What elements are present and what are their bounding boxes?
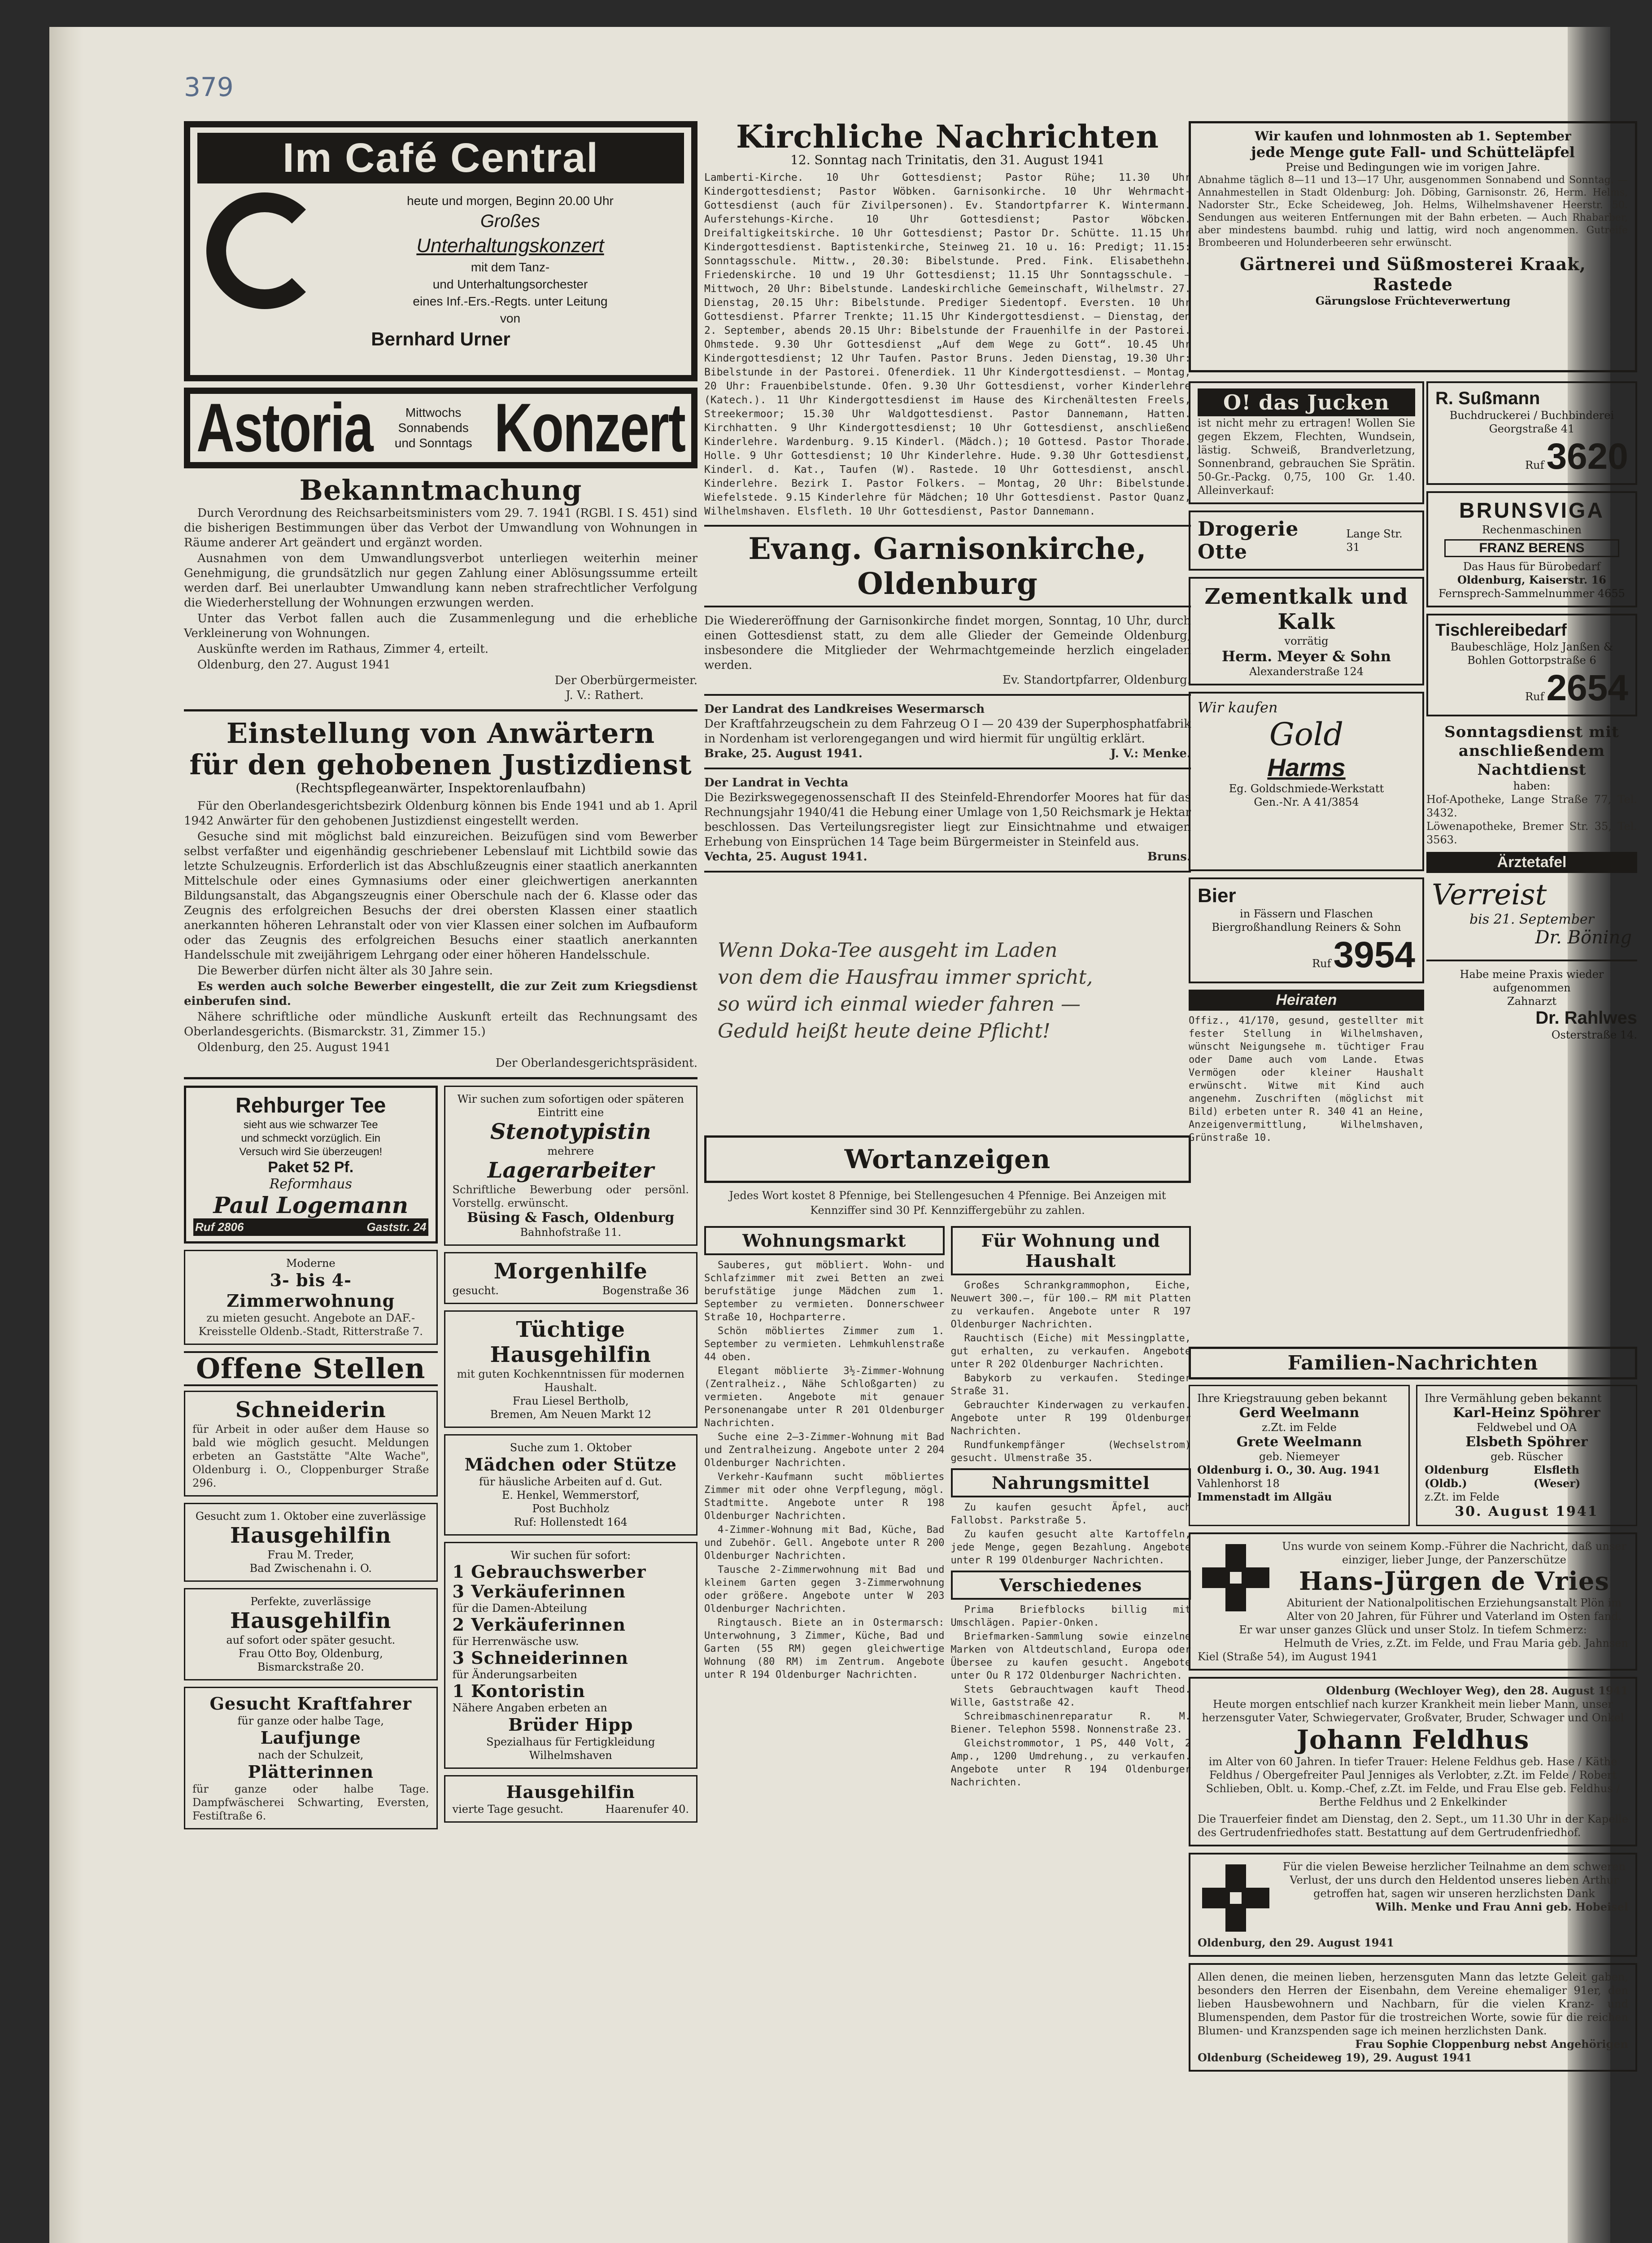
astoria-name: Astoria [196, 389, 373, 467]
astoria-ad [184, 388, 697, 468]
ad-title: Mädchen oder Stütze [464, 1454, 677, 1475]
notice-date: Oldenburg (Wechloyer Weg), den 28. August 1941 [1326, 1684, 1628, 1697]
classified-item: Tausche 2-Zimmerwohnung mit Bad und kleinem Garten gegen 3-Zimmerwohnung oder größere. Angebote unter W 203 Oldenburger Nachrichten. [704, 1564, 945, 1615]
ad-title: 3- bis 4-Zimmerwohnung [227, 1270, 395, 1311]
ad-title: Rehburger Tee [235, 1094, 386, 1117]
classified-item: Babykorb zu verkaufen. Stedinger Straße 31. [950, 1373, 1191, 1397]
classified-item: Rauchtisch (Eiche) mit Messingplatte, gut erhalten, zu verkaufen. Angebote unter R 202 Oldenburger Nachrichten. [950, 1333, 1191, 1370]
ad-firm: Herm. Meyer & Sohn [1221, 648, 1391, 665]
right-subcolumn-a [1189, 381, 1424, 1144]
ad-line: Eg. Goldschmiede-Werkstatt [1229, 782, 1384, 795]
garnisonkirche-body: Die Wiedereröffnung der Garnisonkirche findet morgen, Sonntag, 10 Uhr, durch einen Gottesdienst statt, zu dem alle Glieder der Gemeinde Oldenburg, insbesondere die Mitglieder der Wehrmachtgemeinde herzlich eingeladen werden. [704, 614, 1191, 672]
classified-item: Rundfunkempfänger (Wechselstrom) gesucht. Ulmenstraße 35. [950, 1440, 1191, 1464]
landrat-body: Der Kraftfahrzeugschein zu dem Fahrzeug O I — 20 439 der Superphosphatfabrik in Nordenham ist verlorengegangen und wird hiermit für ungültig erklärt. [704, 717, 1191, 746]
person-name: Gerd Weelmann [1239, 1405, 1360, 1421]
ad-address: Haarenufer 40. [605, 1803, 689, 1815]
ad-title: Hausgehilfin [230, 1523, 392, 1548]
ad-line: sieht aus wie schwarzer Tee [243, 1119, 378, 1131]
ad-line: Versuch wird Sie überzeugen! [239, 1146, 383, 1158]
ad-title: Verreist [1432, 878, 1547, 912]
person-name: Grete Weelmann [1236, 1434, 1362, 1450]
notice-signature: J. V.: Rathert. [566, 689, 644, 702]
notice-signature: Der Oberbürgermeister. [554, 674, 697, 687]
binding-edge [49, 27, 83, 2243]
cafe-line: und Unterhaltungsorchester [432, 277, 588, 291]
notice-paragraph: Durch Verordnung des Reichsarbeitsministers vom 29. 7. 1941 (RGBl. I S. 451) sind die bisherigen Bestimmungen über das Verbot der Umwandlung von Wohnungen in Räume anderer Art geändert und ergänzt worden. [184, 506, 697, 550]
zementkalk-ad [1189, 577, 1424, 685]
ad-body: zu mieten gesucht. Angebote an DAF.-Kreisstelle Oldenb.-Stadt, Ritterstraße 7. [198, 1312, 423, 1338]
notice-date: Oldenburg, den 29. August 1941 [1198, 1936, 1394, 1949]
ad-title: BRUNSVIGA [1459, 499, 1605, 523]
justiz-title: Einstellung von Anwärtern [226, 717, 655, 750]
garnisonkirche-title: Evang. Garnisonkirche, Oldenburg [704, 525, 1191, 607]
offene-stellen-heading: Offene Stellen [184, 1351, 438, 1386]
ad-firm: Brüder Hipp [508, 1715, 633, 1735]
ad-line: Wir kaufen [1198, 699, 1278, 716]
notice-paragraph: Ausnahmen von dem Umwandlungsverbot unterliegen weiterhin meiner Genehmigung, die grundsätzlich nur gegen Zahlung einer Ablösungssumme erteilt werden darf. Bei unerlaubter Umwandlung kann neben strafrechtlicher Verfolgung die Wiederherstellung der Wohnungen erzwungen werden. [184, 552, 697, 610]
ad-line: Wir kaufen und lohnmosten ab 1. September [1255, 129, 1571, 144]
right-subcolumn-b [1426, 381, 1637, 1042]
ad-body: für ganze oder halbe Tage. Dampfwäscherei Schwarting, Eversten, Festiſtraße 6. [192, 1783, 429, 1822]
brunsviga-ad [1426, 491, 1637, 607]
classified-item: Prima Briefblocks billig mit Umschlägen. Papier-Onken. [950, 1604, 1191, 1628]
ad-firm: Harms [1267, 753, 1346, 781]
ad-title: Plätterinnen [248, 1762, 374, 1782]
ad-body: Schriftliche Bewerbung oder persönl. Vorstellg. erwünscht. [452, 1183, 689, 1209]
landrat-signature: Bruns. [1147, 850, 1191, 864]
ad-title: Morgenhilfe [493, 1259, 648, 1284]
handwriting-line: Geduld heißt heute deine Pflicht! [718, 1020, 1050, 1043]
justiz-subtitle: (Rechtspflegeanwärter, Inspektorenlaufbahn) [296, 781, 586, 795]
ad-line: Gen.-Nr. A 41/3854 [1254, 796, 1359, 808]
ad-title: Laufjunge [260, 1728, 361, 1748]
notice-signature: Wilh. Menke und Frau Anni geb. Hobeisel [1375, 1900, 1628, 1913]
ad-line: Frau Otto Boy, Oldenburg, [238, 1647, 383, 1660]
ad-line: Gärungslose Früchteverwertung [1315, 294, 1511, 307]
ad-line: Elsfleth (Weser) [1533, 1463, 1581, 1490]
verreist-notice [1426, 873, 1637, 953]
ad-title: Bier [1198, 885, 1236, 907]
ad-line: Zahnarzt [1507, 995, 1556, 1008]
bekanntmachung-title: Bekanntmachung [299, 474, 582, 506]
praxis-notice [1426, 968, 1637, 1042]
handwriting-ad [704, 879, 1191, 1130]
ad-phone-label: Ruf [1525, 690, 1544, 703]
ad-line: geb. Niemeyer [1259, 1450, 1340, 1463]
word-ads-grid [704, 1222, 1191, 1790]
pharmacy-item: Hof-Apotheke, Lange Straße 77, Tel. 3432. [1426, 793, 1637, 819]
landrat-signature: J. V.: Menke. [1110, 747, 1191, 760]
ad-title: Hausgehilfin [230, 1608, 392, 1633]
ad-line: Gesucht zum 1. Oktober eine zuverlässige [195, 1510, 426, 1523]
notice-paragraph: Auskünfte werden im Rathaus, Zimmer 4, erteilt. [197, 642, 488, 656]
ad-line: Frau Liesel Bertholb, [512, 1395, 629, 1407]
landrat-body: Die Bezirkswegegenossenschaft II des Steinfeld-Ehrendorfer Moores hat für das Rechnungsjahr 1940/41 die Hebung einer Umlage von 1,50 Reichsmark je Hektar beschlossen. Das Verteilungsregister liegt zur Einsichtnahme und etwaigen Erhebung von Einsprüchen 14 Tage beim Bürgermeister in Steinfeld aus. [704, 791, 1191, 849]
cafe-line: Großes [480, 211, 540, 231]
ad-line: Das Haus für Bürobedarf [1463, 560, 1601, 573]
column-middle [704, 118, 1191, 2243]
section-title: Für Wohnung und Haushalt [951, 1226, 1191, 1275]
ad-firm: Büsing & Fasch, Oldenburg [467, 1210, 675, 1226]
ad-line: für ganze oder halbe Tage, [237, 1715, 384, 1727]
ad-shop-tag: Reformhaus [269, 1176, 352, 1192]
wortanzeigen-sub: Jedes Wort kostet 8 Pfennige, bei Stellengesuchen 4 Pfennige. Bei Anzeigen mit Kennziffer sind 30 Pf. Kennziffergebühr zu zahlen. [729, 1189, 1166, 1217]
job-item: 1 Gebrauchswerber [452, 1562, 646, 1582]
notice-paragraph: Gesuche sind mit möglichst bald einzureichen. Beizufügen sind vom Bewerber selbst verfaßter und eigenhändig geschriebener Lebenslauf mit Lichtbild sowie das letzte Schulzeugnis. Erforderlich ist das Abschlußzeugnis einer staatlich anerkannten Mittelschule oder eines Gymnasiums oder einer gleichwertigen anerkannten Bildungsanstalt, das Abgangszeugnis einer Oberschule nach der 6. Klasse oder das Zeugnis des erfolgreichen Besuchs der drei obersten Klassen einer staatlich anerkannten höheren Lehranstalt oder von vier Klassen einer solchen im Aufbauform oder das Zeugnis des erfolgreichen Besuchs einer staatlich anerkannten Handelsschule mit zweijährigem Lehrgang oder einer höheren Handelsschule. [184, 830, 697, 962]
ad-line: jede Menge gute Fall- und Schütteläpfel [1251, 144, 1575, 161]
small-ads-grid [184, 1086, 697, 1836]
ad-line: Bad Zwischenahn i. O. [249, 1562, 372, 1575]
ad-line: nach der Schulzeit, [258, 1749, 364, 1761]
cafe-line: mit dem Tanz- [471, 260, 550, 274]
notice-intro: Heute morgen entschlief nach kurzer Krankheit mein lieber Mann, unser herzensguter Vater, Schwiegervater, Großvater, Bruder, Schwager und Onkel [1202, 1698, 1624, 1724]
classified-item: Suche eine 2—3-Zimmer-Wohnung mit Bad und Zentralheizung. Angebote unter 2 204 Oldenburger Nachrichten. [704, 1431, 945, 1469]
heiraten-body: Offiz., 41/170, gesund, gestellter mit fester Stellung in Wilhelmshaven, wünscht Neigungsehe m. tüchtiger Frau oder Dame auch vom Lande. Etwas Vermögen oder kleiner Haushalt erwünscht. Witwe mit Kind auch angenehm. Zuschriften (möglichst mit Bild) erbeten unter R. 340 41 an Heine, Anzeigenvermittlung, Wilhelmshaven, Grünstraße 10. [1189, 1015, 1424, 1143]
notice-date: Oldenburg, den 27. August 1941 [197, 658, 391, 672]
small-ads-left [184, 1086, 438, 1836]
notice-paragraph: Es werden auch solche Bewerber eingestellt, die zur Zeit zum Kriegsdienst einberufen sind. [184, 980, 697, 1008]
job-item-detail: für Änderungsarbeiten [452, 1668, 577, 1681]
haushalt-section [951, 1222, 1191, 1790]
ad-line: E. Henkel, Wemmerstorf, [501, 1489, 640, 1501]
ad-line: vorrätig [1284, 635, 1329, 647]
heiraten-heading: Heiraten [1189, 990, 1424, 1011]
classified-item: Ringtausch. Biete an in Ostermarsch: Unterwohnung, 3 Zimmer, Küche, Bad und Garten (55 RM) gegen gleichwertige Wohnung (80 RM) im Zentrum. Angebote unter R 194 Oldenburger Nachrichten. [704, 1617, 945, 1680]
kriegstrauung-notice [1189, 1385, 1410, 1526]
notice-paragraph: Für den Oberlandesgerichtsbezirk Oldenburg können bis Ende 1941 und ab 1. April 1942 Anwärter für den gehobenen Justizdienst eingestellt werden. [184, 799, 697, 828]
justiz-title: für den gehobenen Justizdienst [189, 748, 692, 781]
morgenhilfe-ad [444, 1252, 698, 1304]
ad-line: bis 21. September [1469, 912, 1595, 927]
notice-paragraph: Die Bewerber dürfen nicht älter als 30 Jahre sein. [197, 964, 493, 977]
ad-body: in Fässern und Flaschen Biergroßhandlung Reiners & Sohn [1212, 908, 1401, 934]
ad-line: vierte Tage gesucht. [452, 1803, 564, 1815]
section-title: Wohnungsmarkt [704, 1226, 945, 1255]
ad-shop: Paul Logemann [213, 1192, 409, 1218]
aerztetafel-heading: Ärztetafel [1426, 852, 1637, 873]
ad-line: Feldwebel und OA [1476, 1421, 1577, 1434]
hausgehilfin-ad [444, 1775, 698, 1823]
doctor-name: Dr. Böning [1535, 927, 1632, 948]
ad-phone: Ruf 2806 [195, 1220, 244, 1234]
ad-address: Bremen, Am Neuen Markt 12 [490, 1408, 651, 1421]
landrat-heading: Der Landrat des Landkreises Wesermarsch [704, 703, 985, 716]
landrat-heading: Der Landrat in Vechta [704, 776, 849, 790]
sonntagsdienst [1426, 723, 1637, 847]
page-number: 379 [184, 72, 234, 102]
jucken-ad [1189, 381, 1424, 504]
notice-intro: Uns wurde von seinem Komp.-Führer die Nachricht, daß unser einziger, lieber Junge, der Panzerschütze [1282, 1540, 1626, 1566]
notice-body: Abiturient der Nationalpolitischen Erziehungsanstalt Plön im Alter von 20 Jahren, für Führer und Vaterland im Osten fand. Er war unser ganzes Glück und unser Stolz. In tiefem Schmerz: [1239, 1597, 1622, 1636]
ad-line: Moderne [286, 1257, 336, 1270]
ad-line: für häusliche Arbeiten auf d. Gut. [479, 1475, 663, 1488]
classified-item: Zu kaufen gesucht alte Kartoffeln, jede Menge, gegen Bezahlung. Angebote unter R 199 Oldenburger Nachrichten. [950, 1529, 1191, 1566]
job-item: 3 Schneiderinnen [452, 1648, 628, 1668]
column-right [1189, 121, 1637, 2243]
ad-address: Bahnhofstraße 11. [520, 1226, 621, 1239]
notice-funeral: Die Trauerfeier findet am Dienstag, den 2. Sept., um 11.30 Uhr in der Kapelle des Gertrudenfriedhofes statt. Bestattung auf dem Gertrudenfriedhof. [1198, 1813, 1628, 1839]
ad-address: Alexanderstraße 124 [1249, 665, 1364, 678]
notice-paragraph: Nähere schriftliche oder mündliche Auskunft erteilt das Rechnungsamt des Oberlandesgerichts. (Bismarckstr. 31, Zimmer 15.) [184, 1010, 697, 1039]
ad-line: gesucht. [452, 1284, 499, 1297]
thanks-notice-cloppenburg [1189, 1963, 1637, 2072]
notice-signature: Frau Sophie Cloppenburg nebst Angehörigen [1355, 2038, 1628, 2051]
classified-item: Stets Gebrauchtwagen kauft Theod. Wille, Gaststraße 42. [950, 1684, 1191, 1708]
ad-body: Baubeschläge, Holz Janßen & Bohlen Gottorpstraße 6 [1450, 641, 1613, 667]
job-item: 3 Verkäuferinnen [452, 1581, 626, 1602]
job-item-detail: für die Damen-Abteilung [452, 1602, 588, 1615]
ad-line: haben: [1513, 780, 1551, 792]
ad-line: z.Zt. im Felde [1425, 1491, 1499, 1503]
wir-suchen-ad [444, 1542, 698, 1769]
cafe-line: heute und morgen, Beginn 20.00 Uhr [407, 194, 614, 208]
deceased-name: Hans-Jürgen de Vries [1299, 1567, 1610, 1596]
ad-title: Tüchtige Hausgehilfin [490, 1317, 652, 1367]
section-title: Nahrungsmittel [951, 1468, 1191, 1497]
section-title: Verschiedenes [951, 1571, 1191, 1600]
garnisonkirche-signature: Ev. Standortpfarrer, Oldenburg. [1002, 673, 1191, 687]
handwriting-line: Wenn Doka-Tee ausgeht im Laden [718, 939, 1058, 962]
classified-item: Gleichstrommotor, 1 PS, 440 Volt, 2 Amp., 1200 Umdrehung., zu verkaufen. Angebote unter R 194 Oldenburger Nachrichten. [950, 1738, 1191, 1788]
ad-phone-number: 2654 [1546, 668, 1628, 708]
job-item: 1 Kontoristin [452, 1681, 585, 1701]
hausgehilfin-ad [444, 1310, 698, 1428]
cafe-line: Unterhaltungskonzert [416, 235, 604, 257]
astoria-day: Mittwochs [405, 406, 462, 419]
ad-line: Wir suchen zum sofortigen oder späteren Eintritt eine [457, 1093, 684, 1119]
cafe-central-ad [184, 121, 697, 381]
hausgehilfin-ad [184, 1588, 438, 1680]
astoria-konzert: Konzert [494, 389, 685, 467]
job-item: 2 Verkäuferinnen [452, 1615, 626, 1635]
ad-body: ist nicht mehr zu ertragen! Wollen Sie gegen Ekzem, Flechten, Wundsein, lästig. Schweiß, Brandverletzung, Sonnenbrand, gebrauchen Sie Sprätin. 50-Gr.-Packg. 0,75, 100 Gr. 1.40. Alleinverkauf: [1198, 417, 1415, 497]
classified-item: Gebrauchter Kinderwagen zu verkaufen. Angebote unter R 199 Oldenburger Nachrichten. [950, 1400, 1191, 1437]
column-left [184, 121, 697, 2243]
ad-phone-label: Ruf [1525, 459, 1544, 471]
ad-line: auf sofort oder später gesucht. [226, 1634, 396, 1646]
kraftfahrer-ad [184, 1687, 438, 1829]
pharmacy-item: Löwenapotheke, Bremer Str. 35, Tel. 3563. [1426, 820, 1637, 846]
ad-title: Schneiderin [235, 1397, 386, 1423]
ad-line: Wir suchen für sofort: [510, 1549, 631, 1562]
vermaehlung-notice [1416, 1385, 1637, 1526]
classified-item: Zu kaufen gesucht Äpfel, auch Fallobst. Parkstraße 5. [950, 1502, 1191, 1526]
ad-title: Hausgehilfin [506, 1782, 635, 1802]
notice-signature: Der Oberlandesgerichtspräsident. [495, 1056, 697, 1070]
person-name: Karl-Heinz Spöhrer [1453, 1405, 1600, 1421]
maedchen-ad [444, 1434, 698, 1536]
ad-line: Spezialhaus für Fertigkleidung Wilhelmshaven [486, 1736, 655, 1762]
section-title: Sonntagsdienst mit anschließendem Nachtdienst [1444, 723, 1619, 779]
notice-paragraph: Unter das Verbot fallen auch die Zusammenlegung und die erhebliche Verkleinerung von Wohnungen. [184, 612, 697, 640]
ad-title: Gesucht Kraftfahrer [209, 1693, 412, 1714]
kirchliche-subtitle: 12. Sonntag nach Trinitatis, den 31. August 1941 [790, 153, 1105, 167]
ad-title: Tischlereibedarf [1435, 621, 1567, 640]
astoria-day: und Sonntags [394, 436, 472, 450]
ad-line: Nähere Angaben erbeten an [452, 1702, 607, 1714]
stenotypistin-ad [444, 1086, 698, 1246]
classified-item: Großes Schrankgrammophon, Eiche, Neuwert 300.—, für 100.— RM mit Platten zu verkaufen. Angebote unter R 197 Oldenburger Nachrichten. [950, 1280, 1191, 1330]
ad-line: Ihre Vermählung geben bekannt [1425, 1392, 1602, 1405]
ad-address: Vahlenhorst 18 [1197, 1477, 1280, 1490]
landrat-date: Brake, 25. August 1941. [704, 747, 863, 760]
ad-body: Buchdruckerei / Buchbinderei Georgstraße 41 [1449, 409, 1614, 435]
ad-line: Perfekte, zuverlässige [250, 1595, 371, 1608]
ad-date: 30. August 1941 [1455, 1504, 1599, 1519]
schneiderin-ad [184, 1391, 438, 1497]
small-ads-right [444, 1086, 698, 1836]
ad-body: für Arbeit in oder außer dem Hause so bald wie möglich gesucht. Meldungen erbeten an Gaststätte "Alte Wache", Oldenburg i. O., Cloppenburger Straße 296. [192, 1423, 429, 1489]
ad-line: Ihre Kriegstrauung geben bekannt [1197, 1392, 1387, 1405]
cafe-c-logo [206, 192, 323, 309]
family-section [1189, 1341, 1637, 2078]
ad-line: Oldenburg i. O., 30. Aug. 1941 [1197, 1463, 1381, 1476]
ad-line: Suche zum 1. Oktober [510, 1441, 632, 1454]
ad-title: Gold [1269, 716, 1344, 753]
justiz-notice [184, 718, 697, 1079]
hausgehilfin-ad [184, 1503, 438, 1582]
ad-line: Frau M. Treder, [267, 1549, 354, 1561]
classified-item: Schreibmaschinenreparatur R. M. Biener. Telephon 5598. Nonnenstraße 23. [950, 1711, 1191, 1735]
ad-phone: Ruf: Hollenstedt 164 [514, 1516, 628, 1528]
cafe-line: von [500, 311, 521, 325]
cafe-title: Im Café Central [197, 133, 684, 183]
ad-address: Gaststr. 24 [366, 1220, 427, 1234]
ad-line: Preise und Bedingungen wie im vorigen Jahre. [1286, 161, 1540, 174]
notice-body: Für die vielen Beweise herzlicher Teilnahme an dem schweren Verlust, der uns durch den Heldentod unseres lieben Arthur getroffen hat, sagen wir unseren herzlichsten Dank [1282, 1860, 1626, 1900]
thanks-notice-menke [1189, 1853, 1637, 1957]
wortanzeigen-title: Wortanzeigen [704, 1135, 1191, 1183]
ad-line: Rechenmaschinen [1482, 524, 1582, 536]
notice-signature: Helmuth de Vries, z.Zt. im Felde, und Frau Maria geb. Jahnsen [1284, 1637, 1628, 1650]
kirchliche-body: Lamberti-Kirche. 10 Uhr Gottesdienst; Pastor Rühe; 11.30 Uhr Kindergottesdienst; Pastor Wöbken. Garnisonkirche. 10 Uhr Wehrmacht-Gottesdienst (auch für Zivilpersonen). Ev. Standortpfarrer K. Wintermann. Auferstehungs-Kirche. 10 Uhr Gottesdienst; Pastor Wöbcken. Dreifaltigkeitskirche. 10 Uhr Gottesdienst; Pastor Dr. Schütte. 11.15 Uhr Kindergottesdienst. Baptistenkirche, Steinweg 21. 10 u. 16: Predigt; 11.15: Sonntagsschule. Mittw., 20.30: Bibelstunde. Pred. Fink. Elisabethehn. Friedenskirche. 10 und 19 Uhr Gottesdienst; 11.15 Uhr Sonntagsschule. — Mittwoch, 20 Uhr: Bibelstunde. Landeskirchliche Gemeinschaft, Wilhelmstr. 27. Dienstag, 20.15 Uhr: Bibelstunde. Prediger Siedentopf. Eversten. 10 Uhr Gottesdienst. Pfarrer Trenkte; 11.15 Uhr Kindergottesdienst. — Dienstag, den 2. September, abends 20.15 Uhr: Bibelstunde der Frauenhilfe in der Pastorei. Ohmstede. 9.30 Uhr Gottesdienst „Auf dem Wege zu Gott“. 10.45 Uhr Kindergottesdienst; 12 Uhr Taufen. Pastor Bruns. Jeden Dienstag, 19.30 Uhr: Bibelstunde in der Pastorei. Ofenerdiek. 11 Uhr Kindergottesdienst. — Montag, 20 Uhr: Frauenbibelstunde. Ofen. 9.30 Uhr Gottesdienst, vorher Kinderlehre (Katech.). 11 Uhr Kindergottesdienst im Hause des Kirchenältesten Freels, Streekermoor; 15.30 Uhr Waldgottesdienst. Pastor Dannemann, Hatten. Kirchhatten. 9 Uhr Kindergottesdienst; 10 Uhr Gottesdienst, anschließend Kinderlehre. Wardenburg. 9.15 Kinderl. (Mädch.); 10 Gottesd. Pastor Thorade. Holle. 9 Uhr Gottesdienst; 10 Uhr Kinderlehre. Hude. 9.30 Uhr Gottesdienst, Kinderl. d. Kat., Taufen (W). Rastede. 10 Uhr Gottesdienst, anschl. Kinderlehre. Bezirk I. Pastor Folkers. — Montag, 20 Uhr: Bibelstunde. Wiefelstede. 9.15 Kinderlehre für Mädchen; 10 Uhr Gottesdienst. Pastor Quanz, Wilhelmshaven. Elsfleth. 10 Uhr Gottesdienst, Pastor Dannemann. [704, 172, 1191, 517]
ad-phone: Fernsprech-Sammelnummer 4655 [1438, 587, 1625, 600]
ad-title: Zementkalk und Kalk [1204, 584, 1408, 634]
ad-line: geb. Rüscher [1491, 1450, 1563, 1463]
wohnungsmarkt-section [704, 1222, 945, 1790]
ad-address: Bogenstraße 36 [602, 1284, 689, 1297]
classified-item: 4-Zimmer-Wohnung mit Bad, Küche, Bad und Zubehör. Gell. Angebote unter R 200 Oldenburger Nachrichten. [704, 1524, 945, 1562]
ad-title: R. Sußmann [1435, 388, 1540, 408]
bekanntmachung-notice [184, 475, 697, 711]
astoria-day: Sonnabends [398, 421, 469, 435]
ad-address: Lange Str. 31 [1346, 528, 1403, 554]
notice-date: Oldenburg, den 25. August 1941 [197, 1041, 391, 1054]
ad-body: Abnahme täglich 8—11 und 13—17 Uhr, ausgenommen Sonnabend und Sonntag. — Annahmestellen in Stadt Oldenburg: Joh. Döbing, Garnisonstr. 26, Herm. Helms, Nadorster Str., Ecke Scheideweg, Joh. Helms, Wilhelmshavener Heerstr. 50. Sendungen aus weiteren Entfernungen mit der Bahn erbeten. — Auch Rhabarber, aber mindestens baumbd. ruhig und lattig, wird noch angenommen. Gutreife Brombeeren und Holunderbeeren sehr erwünscht. [1198, 175, 1628, 249]
death-notice-vries [1189, 1532, 1637, 1671]
ad-line: Post Buchholz [532, 1502, 609, 1515]
notice-body: Allen denen, die meinen lieben, herzensguten Mann das letzte Geleit gaben, besonders den Herren der Eisenbahn, dem Vereine ehemaliger 91er, den lieben Hausbewohnern und Nachbarn, für die vielen Kranz- und Blumenspenden, dem Pastor für die trostreichen Worte, sowie für die reichen Blumen- und Kranzspenden sage ich meinen herzlichsten Dank. [1198, 1971, 1628, 2037]
ad-body: Habe meine Praxis wieder aufgenommen [1460, 968, 1604, 994]
ad-phone-number: 3620 [1546, 436, 1628, 477]
gold-ankauf-ad [1189, 692, 1424, 871]
classified-item: Verkehr-Kaufmann sucht möbliertes Zimmer mit oder ohne Verpflegung, mögl. Stadtmitte. Angebote unter R 198 Oldenburger Nachrichten. [704, 1471, 945, 1522]
ad-address: Oldenburg, Kaiserstr. 16 [1457, 573, 1606, 586]
doctor-name: Dr. Rahlwes [1535, 1008, 1637, 1028]
ad-title: O! das Jucken [1198, 388, 1415, 416]
familien-title: Familien-Nachrichten [1189, 1347, 1637, 1379]
ad-line: z.Zt. im Felde [1262, 1421, 1337, 1434]
ad-price: Paket 52 Pf. [268, 1159, 354, 1176]
handwriting-line: so würd ich einmal wieder fahren — [718, 993, 1081, 1016]
notice-date: Oldenburg (Scheideweg 19), 29. August 1941 [1198, 2051, 1472, 2064]
classified-item: Elegant möblierte 3½-Zimmer-Wohnung (Zentralheiz., Nähe Schloßgarten) zu vermieten. Angebote mit genauer Personenangabe unter R 201 Oldenburger Nachrichten. [704, 1366, 945, 1429]
ad-firm: FRANZ BERENS [1444, 539, 1619, 557]
classified-item: Schön möbliertes Zimmer zum 1. September zu vermieten. Lehmkuhlenstraße 44 oben. [704, 1326, 945, 1363]
sussmann-ad [1426, 381, 1637, 485]
classified-item: Briefmarken-Sammlung sowie einzelne Marken von Altdeutschland, Europa oder Übersee zu kaufen gesucht. Angebote unter Ou R 172 Oldenburger Nachrichten. [950, 1631, 1191, 1681]
landrat-date: Vechta, 25. August 1941. [704, 850, 867, 864]
ad-phone-number: 3954 [1333, 934, 1415, 975]
ad-line: mehrere [547, 1145, 594, 1157]
classified-item: Sauberes, gut möbliert. Wohn- und Schlafzimmer mit zwei Betten an zwei berufstätige junge Mädchen zum 1. September zu vermieten. Donnerschweer Straße 10, Hochparterre. [704, 1260, 945, 1323]
iron-cross-icon [1202, 1864, 1269, 1932]
death-notice-feldhus [1189, 1677, 1637, 1846]
cafe-conductor: Bernhard Urner [371, 328, 510, 349]
drogerie-otte-ad [1189, 511, 1424, 571]
iron-cross-icon [1202, 1544, 1269, 1611]
wohnung-ad [184, 1250, 438, 1345]
ad-address: Immenstadt im Allgäu [1197, 1490, 1332, 1503]
ad-line: Oldenburg (Oldb.) [1425, 1463, 1489, 1490]
rehburger-tee-ad [184, 1086, 438, 1244]
ad-title: Stenotypistin [490, 1119, 651, 1144]
handwriting-line: von dem die Hausfrau immer spricht, [718, 966, 1093, 989]
bier-ad [1189, 877, 1424, 983]
notice-date: Kiel (Straße 54), im August 1941 [1198, 1650, 1378, 1663]
ad-body: mit guten Kochkenntnissen für modernen Haushalt. [457, 1368, 684, 1394]
newspaper-page [49, 27, 1637, 2243]
ad-firm: Gärtnerei und Süßmosterei Kraak, Rastede [1240, 254, 1586, 294]
kaufen-lohnmosten-ad [1189, 121, 1637, 372]
kirchliche-title: Kirchliche Nachrichten [736, 118, 1159, 155]
deceased-name: Johann Feldhus [1296, 1724, 1530, 1755]
notice-body: im Alter von 60 Jahren. In tiefer Trauer: Helene Feldhus geb. Hase / Käthe Feldhus / Obergefreiter Paul Jenniges als Verlobter, z.Zt. im Felde / Robert Schlieben, Oblt. u. Komp.-Chef, z.Zt. im Felde, und Frau Else geb. Feldhus / Berthe Feldhus und 2 Enkelkinder [1206, 1755, 1620, 1808]
ad-phone-label: Ruf [1312, 957, 1331, 970]
ad-firm: Drogerie Otte [1198, 518, 1299, 563]
ad-line: und schmeckt vorzüglich. Ein [241, 1132, 381, 1144]
tischlerei-ad [1426, 614, 1637, 716]
job-item-detail: für Herrenwäsche usw. [452, 1635, 579, 1648]
cafe-line: eines Inf.-Ers.-Regts. unter Leitung [413, 294, 608, 308]
person-name: Elsbeth Spöhrer [1465, 1434, 1588, 1450]
ad-address: Osterstraße 14. [1551, 1029, 1637, 1041]
ad-line: Bismarckstraße 20. [257, 1661, 364, 1673]
ad-title: Lagerarbeiter [487, 1158, 654, 1183]
